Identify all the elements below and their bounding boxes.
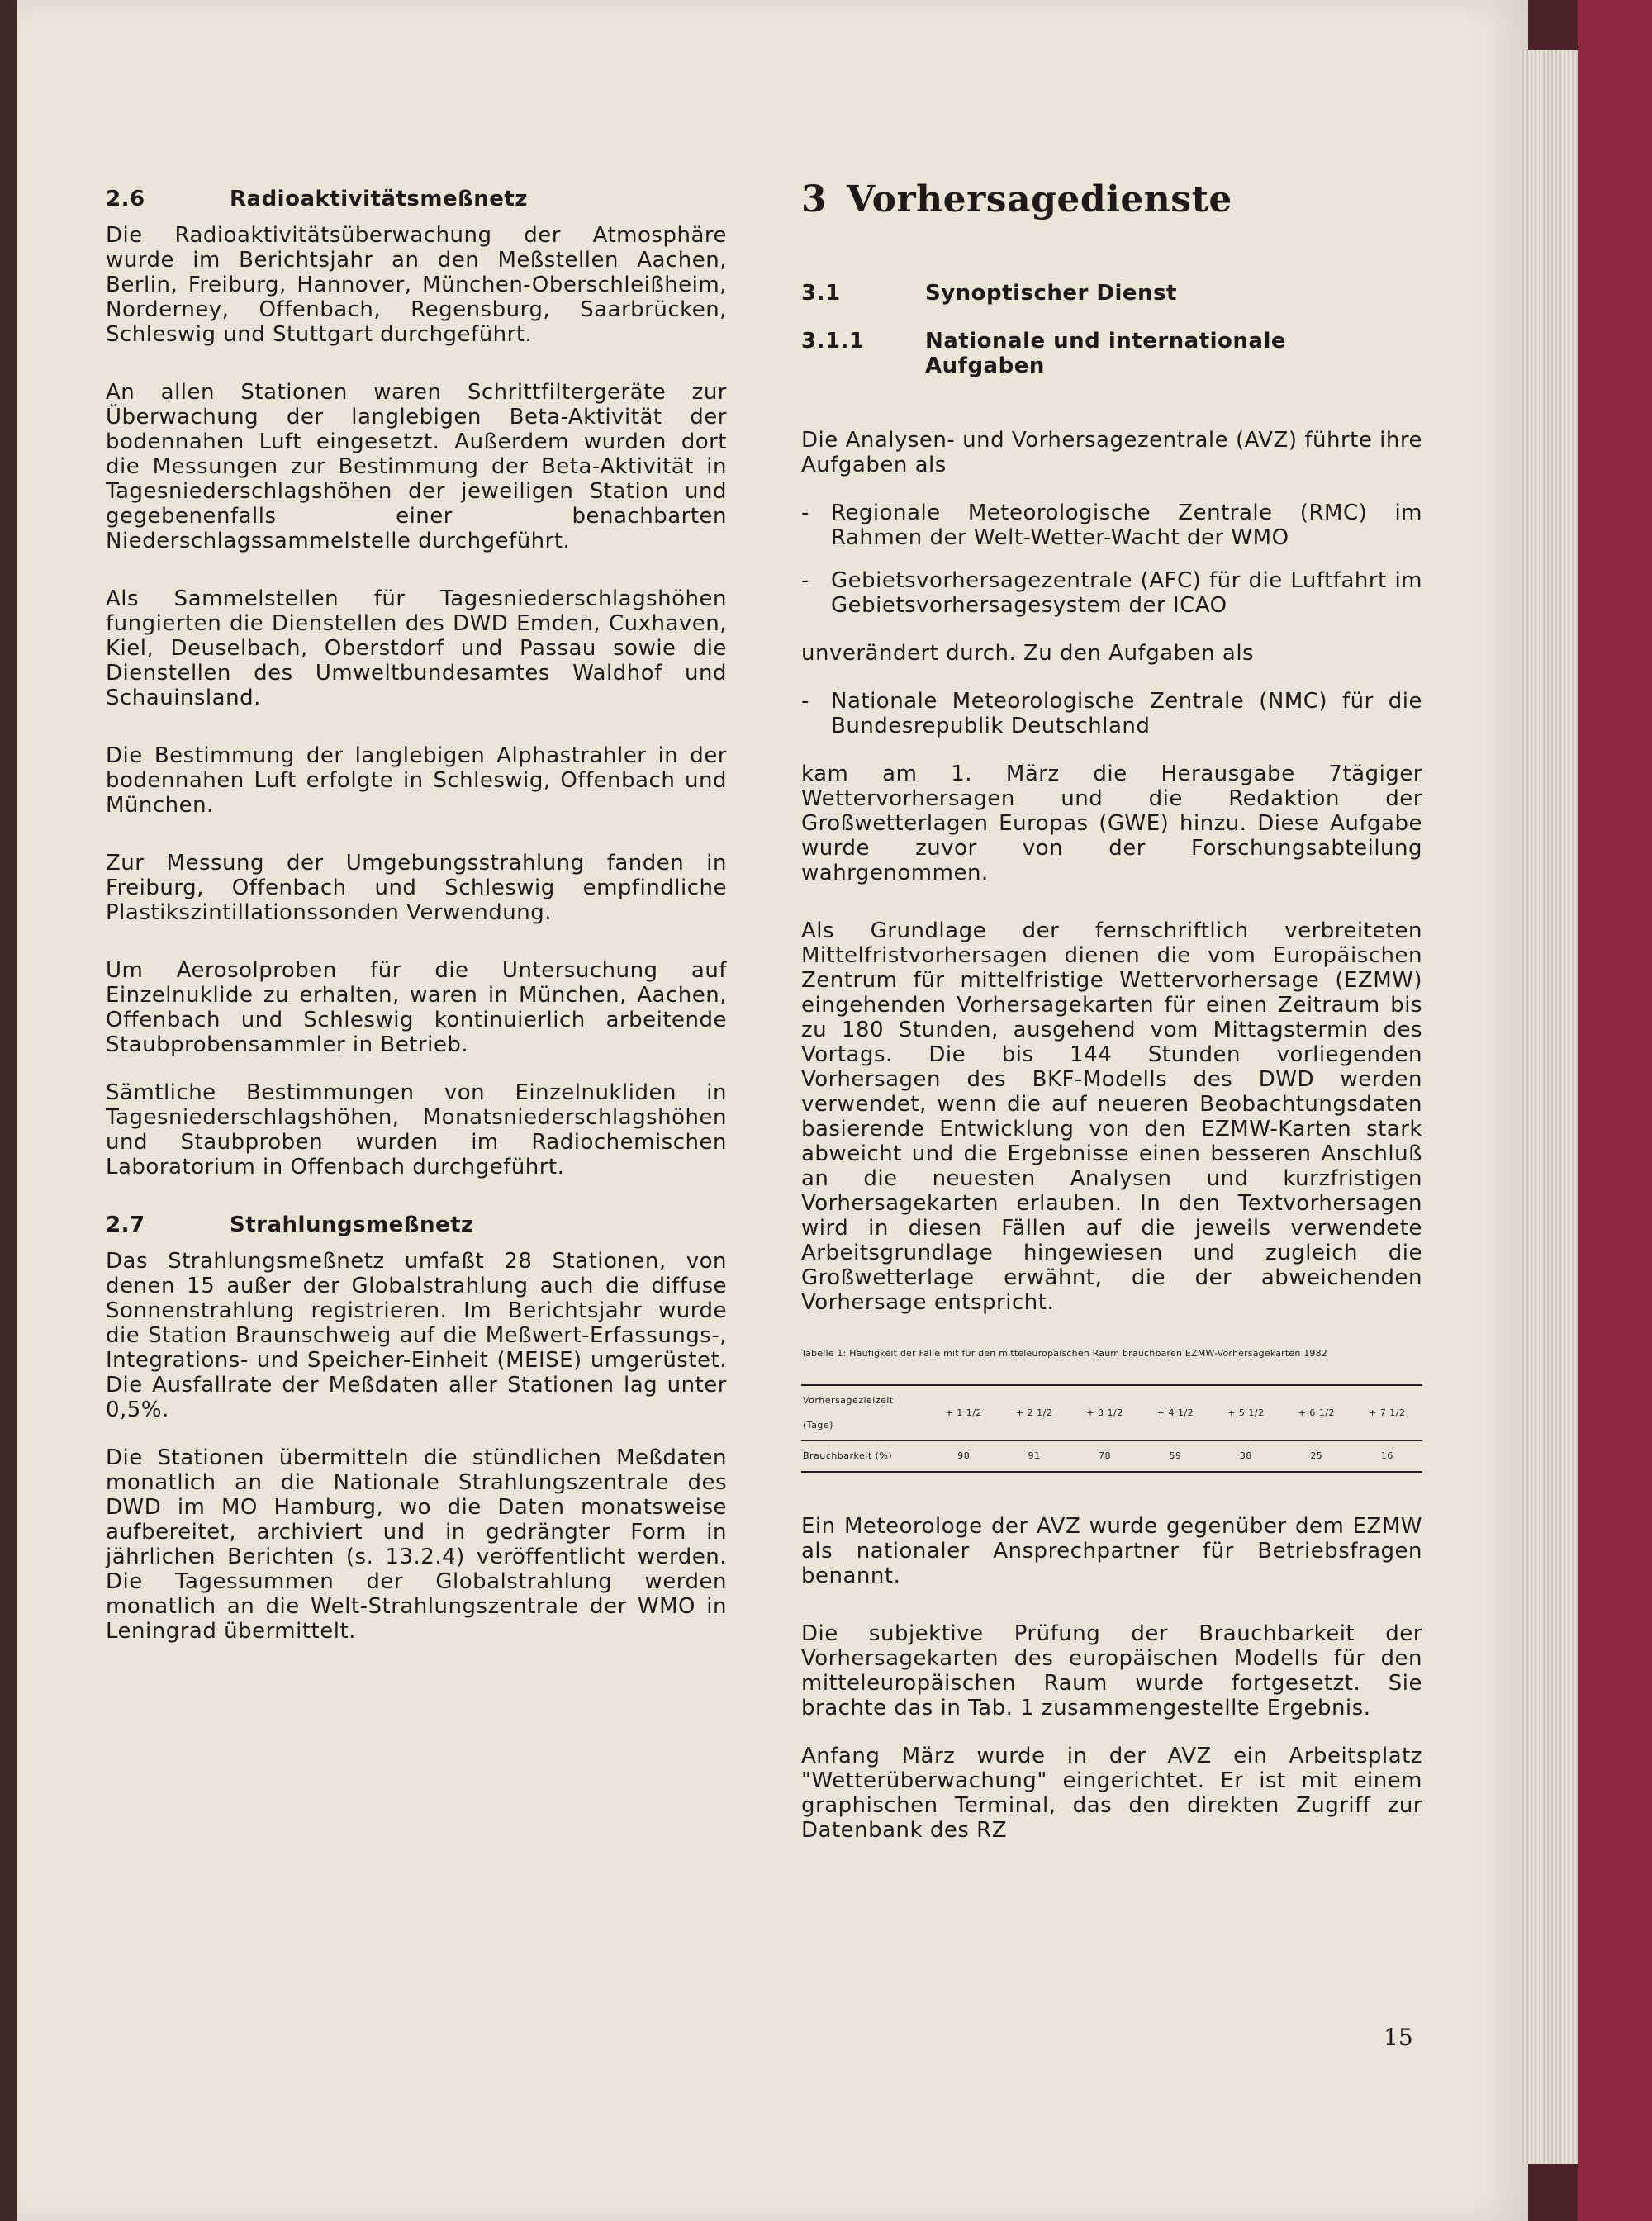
table-row bbox=[801, 1441, 1422, 1473]
table-cell: 59 bbox=[1169, 1450, 1182, 1461]
paragraph: Die Stationen übermitteln die stündlichen Meßdaten monatlich an die Nationale Strahlungszentrale des DWD im MO Hamburg, wo die Daten monatsweise aufbereitet, archiviert und in gedrängter Form in jährlichen Berichten (s. 13.2.4) veröffentlicht werden. Die Tagessummen der Globalstrahlung werden monatlich an die Welt-Strahlungszentrale der WMO in Leningrad übermittelt. bbox=[106, 1445, 727, 1644]
table-cell: 25 bbox=[1310, 1450, 1323, 1461]
table-header-row bbox=[801, 1385, 1422, 1441]
paragraph: kam am 1. März die Herausgabe 7tägiger Wettervorhersagen und die Redaktion der Großwetterlagen Europas (GWE) hinzu. Diese Aufgabe wurde zuvor von der Forschungsabteilung wahrgenommen. bbox=[801, 762, 1422, 885]
table-cell: 98 bbox=[957, 1450, 971, 1461]
table-header-cell: + 6 1/2 bbox=[1298, 1407, 1336, 1418]
paragraph: unverändert durch. Zu den Aufgaben als bbox=[801, 641, 1255, 666]
paragraph: Das Strahlungsmeßnetz umfaßt 28 Stationen, von denen 15 außer der Globalstrahlung auch die diffuse Sonnenstrahlung registrieren. Im Berichtsjahr wurde die Station Braunschweig auf die Meßwert-Erfassungs-, Integrations- und Speicher-Einheit (MEISE) umgerüstet. Die Ausfallrate der Meßdaten aller Stationen lag unter 0,5%. bbox=[106, 1249, 727, 1422]
chapter-heading bbox=[801, 177, 1422, 223]
task-list bbox=[801, 689, 1422, 738]
forecast-usability-table bbox=[801, 1384, 1422, 1473]
paragraph: Die Analysen- und Vorhersagezentrale (AVZ) führte ihre Aufgaben als bbox=[801, 428, 1422, 477]
left-column bbox=[106, 187, 727, 1677]
section-heading-3-1-1 bbox=[801, 329, 1422, 378]
book-cover bbox=[1578, 0, 1652, 2221]
section-number: 3.1 bbox=[801, 281, 841, 306]
list-item: - Nationale Meteorologische Zentrale (NMC) für die Bundesrepublik Deutschland bbox=[801, 689, 1422, 738]
table-header-cell: + 7 1/2 bbox=[1369, 1407, 1406, 1418]
section-heading-2-7 bbox=[106, 1213, 727, 1237]
list-item: - Gebietsvorhersagezentrale (AFC) für die Luftfahrt im Gebietsvorhersagesystem der ICAO bbox=[801, 568, 1422, 618]
table-header-label: Vorhersagezielzeit (Tage) bbox=[803, 1395, 894, 1431]
section-number: 2.6 bbox=[106, 187, 145, 211]
paragraph: Zur Messung der Umgebungsstrahlung fanden in Freiburg, Offenbach und Schleswig empfindliche Plastikszintillationssonden Verwendung. bbox=[106, 851, 727, 925]
page-stack-edge bbox=[1520, 50, 1578, 2164]
paragraph: Als Sammelstellen für Tagesniederschlagshöhen fungierten die Dienstellen des DWD Emden, Cuxhaven, Kiel, Deuselbach, Oberstdorf und Passau sowie die Dienstellen des Umweltbundesamtes Waldhof und Schauinsland. bbox=[106, 586, 727, 710]
table-cell: 16 bbox=[1380, 1450, 1393, 1461]
page-number: 15 bbox=[1384, 2024, 1413, 2051]
paragraph: Die subjektive Prüfung der Brauchbarkeit der Vorhersagekarten des europäischen Modells für den mitteleuropäischen Raum wurde fortgesetzt. Sie brachte das in Tab. 1 zusammengestellte Ergebnis. bbox=[801, 1621, 1422, 1720]
table-row-label: Brauchbarkeit (%) bbox=[803, 1450, 893, 1461]
section-number: 3.1.1 bbox=[801, 329, 865, 354]
paragraph: Sämtliche Bestimmungen von Einzelnukliden in Tagesniederschlagshöhen, Monatsniederschlagshöhen und Staubproben wurden im Radiochemischen Laboratorium in Offenbach durchgeführt. bbox=[106, 1080, 727, 1179]
section-number: 2.7 bbox=[106, 1213, 145, 1237]
table-cell: 91 bbox=[1028, 1450, 1041, 1461]
section-title: Nationale und internationale Aufgaben bbox=[925, 329, 1287, 378]
table-header-cell: + 4 1/2 bbox=[1156, 1407, 1194, 1418]
list-item: - Regionale Meteorologische Zentrale (RMC) im Rahmen der Welt-Wetter-Wacht der WMO bbox=[801, 501, 1422, 550]
table-caption: Tabelle 1: Häufigkeit der Fälle mit für den mitteleuropäischen Raum brauchbaren EZMW-Vorhersagekarten 1982 bbox=[801, 1348, 1328, 1359]
paragraph: Ein Meteorologe der AVZ wurde gegenüber dem EZMW als nationaler Ansprechpartner für Betriebsfragen benannt. bbox=[801, 1514, 1422, 1588]
section-title: Synoptischer Dienst bbox=[925, 281, 1177, 306]
table-cell: 38 bbox=[1239, 1450, 1252, 1461]
paragraph: An allen Stationen waren Schrittfiltergeräte zur Überwachung der langlebigen Beta-Aktivität der bodennahen Luft eingesetzt. Außerdem wurden dort die Messungen zur Bestimmung der Beta-Aktivität in Tagesniederschlagshöhen der jeweiligen Station und gegebenenfalls einer benachbarten Niederschlagssammelstelle durchgeführt. bbox=[106, 380, 727, 553]
paragraph: Anfang März wurde in der AVZ ein Arbeitsplatz "Wetterüberwachung" eingerichtet. Er ist mit einem graphischen Terminal, das den direkten Zugriff zur Datenbank des RZ bbox=[801, 1744, 1422, 1843]
table-header-cell: + 3 1/2 bbox=[1086, 1407, 1123, 1418]
section-title: Strahlungsmeßnetz bbox=[230, 1213, 474, 1237]
paragraph: Die Radioaktivitätsüberwachung der Atmosphäre wurde im Berichtsjahr an den Meßstellen Aachen, Berlin, Freiburg, Hannover, München-Oberschleißheim, Norderney, Offenbach, Regensburg, Saarbrücken, Schleswig und Stuttgart durchgeführt. bbox=[106, 223, 727, 347]
paragraph: Als Grundlage der fernschriftlich verbreiteten Mittelfristvorhersagen dienen die vom Europäischen Zentrum für mittelfristige Wettervorhersage (EZMW) eingehenden Vorhersagekarten für einen Zeitraum bis zu 180 Stunden, ausgehend vom Mittagstermin des Vortags. Die bis 144 Stunden vorliegenden Vorhersagen des BKF-Modells des DWD werden verwendet, wenn die auf neueren Beobachtungsdaten basierende Entwicklung von den EZMW-Karten stark abweicht und die Ergebnisse einen besseren Anschluß an die neuesten Analysen und kurzfristigen Vorhersagekarten erlauben. In den Textvorhersagen wird in diesen Fällen auf die jeweils verwendete Arbeitsgrundlage hingewiesen und zugleich die Großwetterlage erwähnt, die der abweichenden Vorhersage entspricht. bbox=[801, 918, 1422, 1315]
chapter-title: Vorhersagedienste bbox=[847, 178, 1232, 221]
right-column bbox=[801, 177, 1422, 1876]
chapter-number: 3 bbox=[801, 178, 828, 221]
table-header-cell: + 2 1/2 bbox=[1015, 1407, 1053, 1418]
section-heading-2-6 bbox=[106, 187, 727, 211]
paragraph: Um Aerosolproben für die Untersuchung auf Einzelnuklide zu erhalten, waren in München, Aachen, Offenbach und Schleswig kontinuierlich arbeitende Staubprobensammler in Betrieb. bbox=[106, 958, 727, 1057]
section-heading-3-1 bbox=[801, 281, 1422, 306]
section-title: Radioaktivitätsmeßnetz bbox=[230, 187, 528, 211]
paragraph: Die Bestimmung der langlebigen Alphastrahler in der bodennahen Luft erfolgte in Schleswig, Offenbach und München. bbox=[106, 743, 727, 818]
task-list bbox=[801, 501, 1422, 618]
table-cell: 78 bbox=[1099, 1450, 1112, 1461]
table-header-cell: + 5 1/2 bbox=[1227, 1407, 1265, 1418]
table-header-cell: + 1 1/2 bbox=[945, 1407, 982, 1418]
